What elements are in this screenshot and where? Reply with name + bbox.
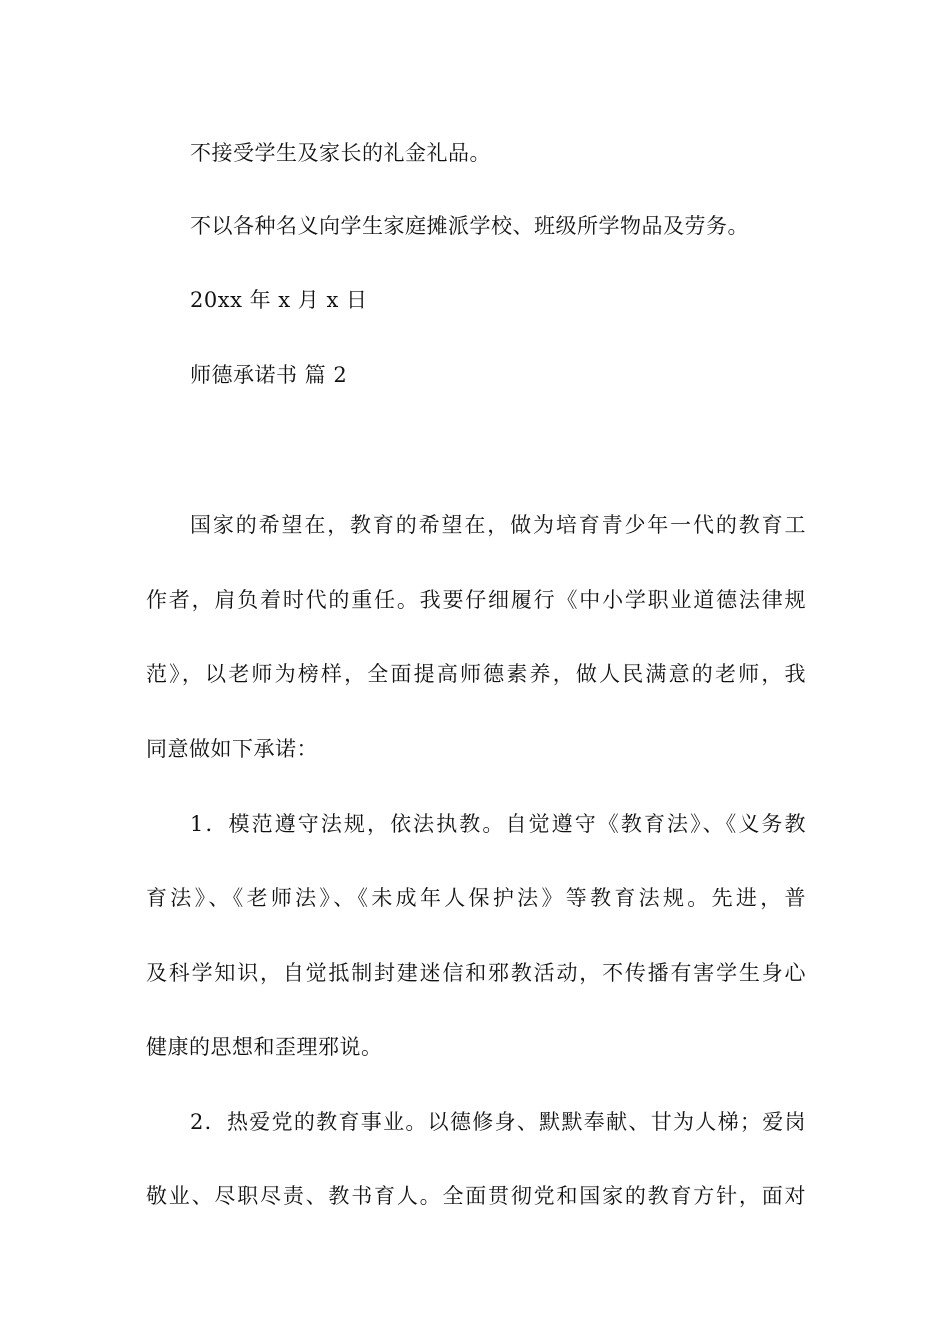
paragraph-intro-line-3: 范》，以老师为榜样，全面提高师德素养，做人民满意的老师，我 bbox=[146, 662, 806, 686]
item-2-line-2: 敬业、尽职尽责、教书育人。全面贯彻党和国家的教育方针，面对 bbox=[146, 1184, 806, 1208]
text-line-apportion: 不以各种名义向学生家庭摊派学校、班级所学物品及劳务。 bbox=[190, 214, 749, 238]
date-line: 20xx 年 x 月 x 日 bbox=[190, 288, 368, 312]
item-1-line-3: 及科学知识，自觉抵制封建迷信和邪教活动，不传播有害学生身心 bbox=[146, 961, 806, 985]
paragraph-intro-line-2: 作者，肩负着时代的重任。我要仔细履行《中小学职业道德法律规 bbox=[146, 588, 806, 612]
item-1-line-2: 育法》、《老师法》、《未成年人保护法》等教育法规。先进，普 bbox=[146, 886, 806, 910]
paragraph-intro-line-1: 国家的希望在，教育的希望在，做为培育青少年一代的教育工 bbox=[190, 513, 806, 537]
text-line-gifts: 不接受学生及家长的礼金礼品。 bbox=[190, 141, 491, 165]
item-1-line-1: 1．模范遵守法规，依法执教。自觉遵守《教育法》、《义务教 bbox=[190, 812, 806, 836]
item-1-line-4: 健康的思想和歪理邪说。 bbox=[146, 1035, 383, 1059]
paragraph-intro-line-4: 同意做如下承诺： bbox=[146, 737, 318, 761]
item-2-line-1: 2．热爱党的教育事业。以德修身、默默奉献、甘为人梯；爱岗 bbox=[190, 1110, 806, 1134]
section-heading: 师德承诺书 篇 2 bbox=[190, 363, 348, 387]
